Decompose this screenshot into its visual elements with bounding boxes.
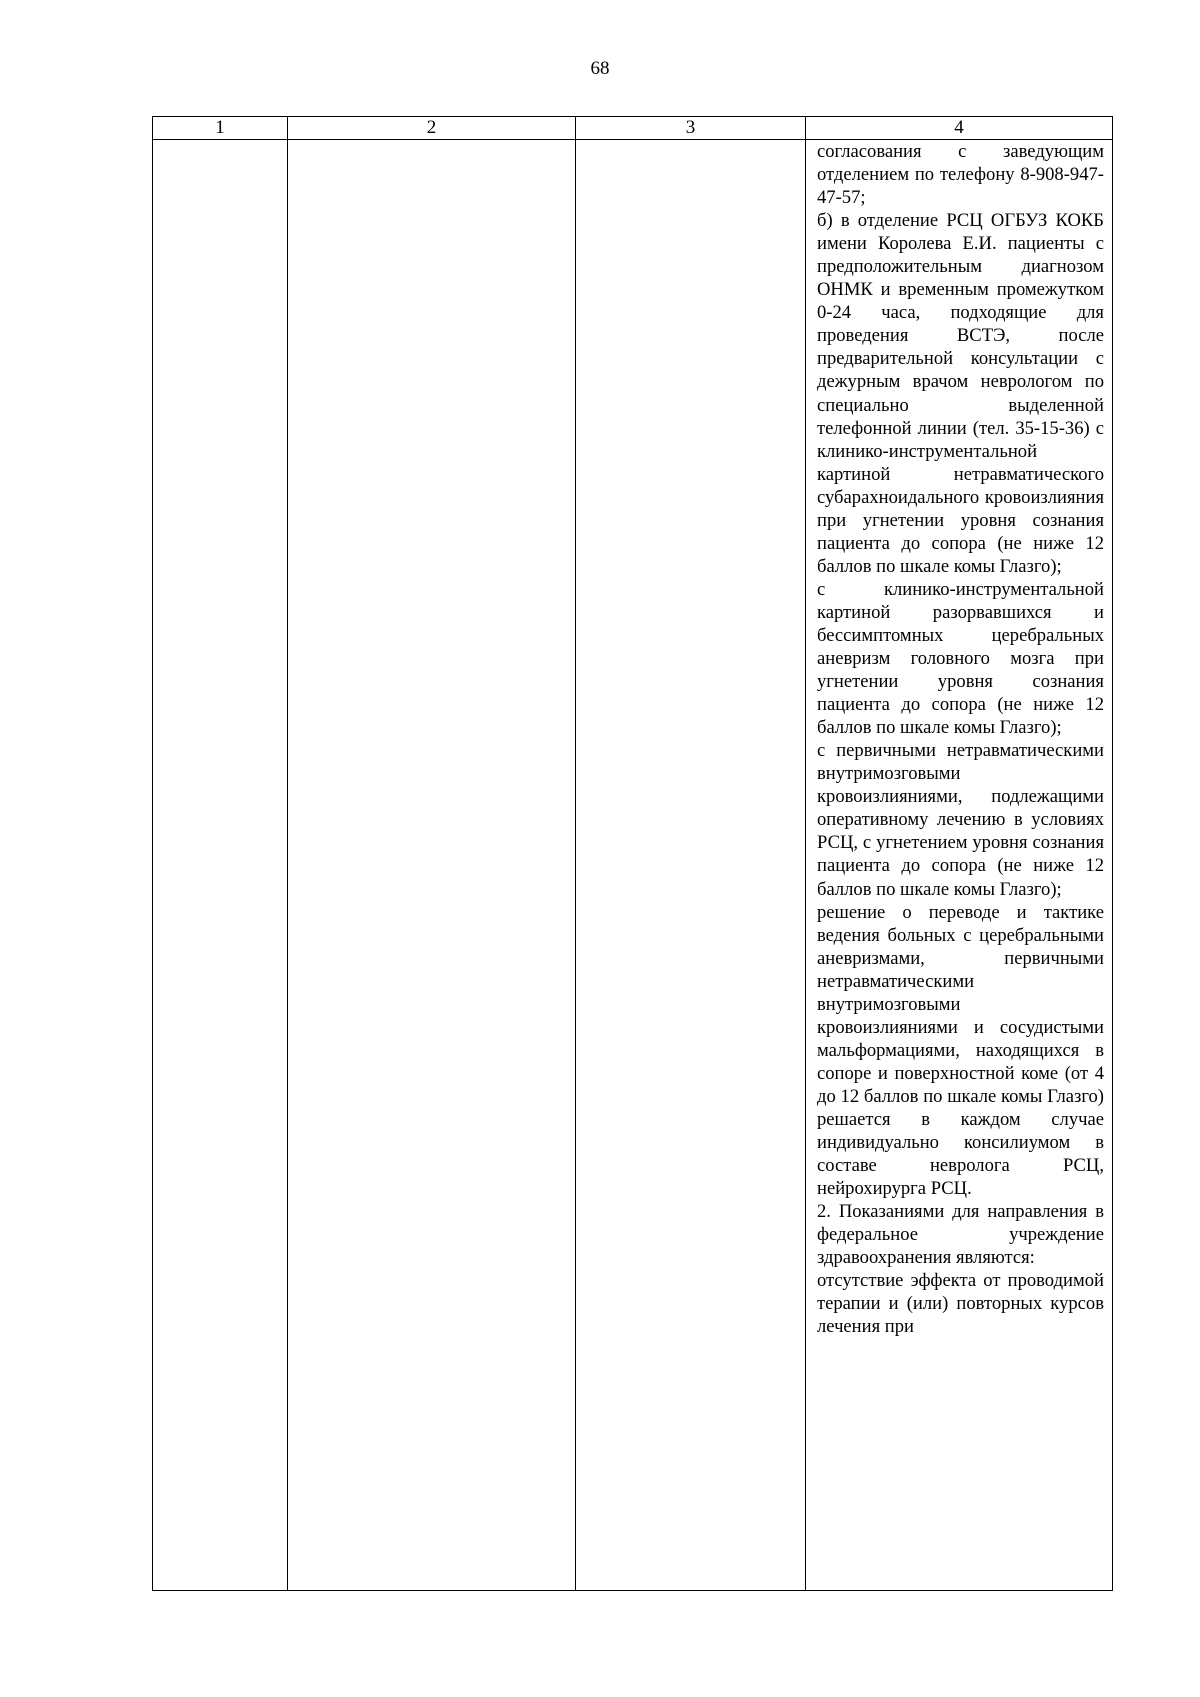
cell-col-4 — [806, 140, 1113, 1591]
cell-col-3 — [576, 140, 806, 1591]
column-header-1: 1 — [153, 117, 288, 140]
paragraph-no-effect: отсутствие эффекта от проводимой терапии и (или) повторных курсов лечения при — [817, 1270, 1104, 1338]
column-header-4: 4 — [806, 117, 1113, 140]
paragraph-approval: согласования с заведующим отделением по телефону 8-908-947-47-57; — [817, 141, 1104, 209]
paragraph-aneurysms: с клинико-инструментальной картиной разорвавшихся и бессимптомных церебральных аневризм головного мозга при угнетении уровня сознания пациента до сопора (не ниже 12 баллов по шкале комы Глазго); — [817, 578, 1104, 739]
paragraph-rsc-referral: б) в отделение РСЦ ОГБУЗ КОКБ имени Королева Е.И. пациенты с предположительным диагнозом ОНМК и временным промежутком 0-24 часа, подходящие для проведения ВСТЭ, после предварительной консультации с дежурным врачом неврологом по специально выделенной телефонной линии (тел. 35-15-36) с клинико-инструментальной картиной нетравматического субарахноидального кровоизлияния при угнетении уровня сознания пациента до сопора (не ниже 12 баллов по шкале комы Глазго); — [817, 210, 1104, 577]
page-number: 68 — [590, 58, 610, 79]
column-header-2: 2 — [288, 117, 576, 140]
paragraph-hemorrhages: с первичными нетравматическими внутримозговыми кровоизлияниями, подлежащими оперативному лечению в условиях РСЦ, с угнетением уровня сознания пациента до сопора (не ниже 12 баллов по шкале комы Глазго); — [817, 740, 1104, 900]
paragraph-consilium-decision: решение о переводе и тактике ведения больных с церебральными аневризмами, первичными нетравматическими внутримозговыми кровоизлияниями и сосудистыми мальформациями, находящихся в сопоре и поверхностной коме (от 4 до 12 баллов по шкале комы Глазго) решается в каждом случае индивидуально консилиумом в составе невролога РСЦ, нейрохирурга РСЦ. — [817, 901, 1104, 1200]
cell-col-1 — [153, 140, 288, 1591]
paragraph-federal-indications: 2. Показаниями для направления в федеральное учреждение здравоохранения являются: — [817, 1201, 1104, 1269]
document-table — [152, 116, 1113, 1591]
column-header-3: 3 — [576, 117, 806, 140]
table-header-row — [153, 117, 1113, 140]
table-row — [153, 140, 1113, 1591]
cell-col-2 — [288, 140, 576, 1591]
